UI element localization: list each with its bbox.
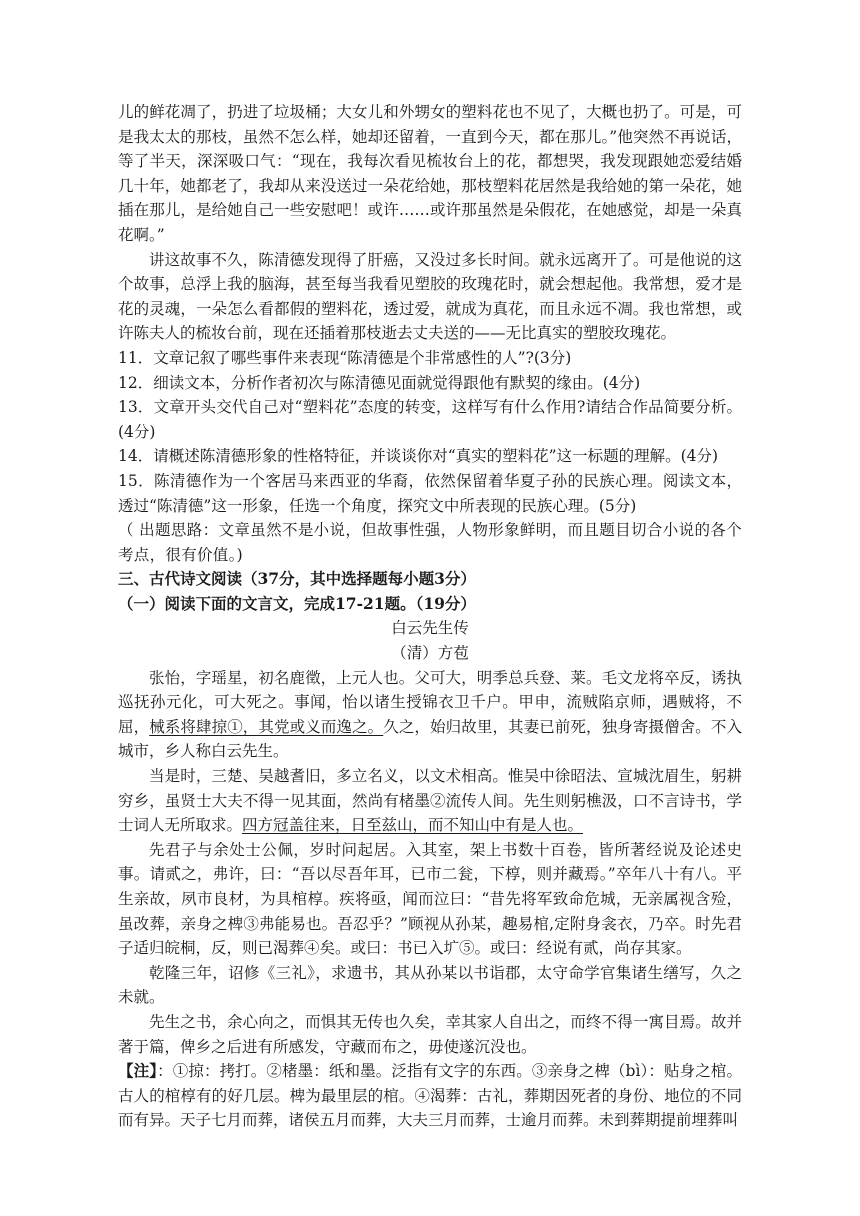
underlined-sentence-2: 四方冠盖往来，日至兹山，而不知山中有是人也。 bbox=[242, 816, 584, 835]
underlined-sentence-1: 械系将肆掠①，其党或义而逸之。 bbox=[149, 717, 384, 736]
question-11: 11．文章记叙了哪些事件来表现“陈清德是个非常感性的人”?(3分) bbox=[118, 348, 572, 367]
classical-text-title: 白云先生传 bbox=[391, 619, 469, 638]
passage-paragraph-1: 儿的鲜花凋了，扔进了垃圾桶；大女儿和外甥女的塑料花也不见了，大概也扔了。可是，可是我太太的那枝，虽然不怎么样，她却还留着，一直到今天，都在那儿。”他突然不再说话，等了半天，深深吸口气：“现在，我每次看见梳妆台上的花，都想哭，我发现跟她恋爱结婚几十年，她都老了，我却从来没送过一朵花给她，那枝塑料花居然是我给她的第一朵花，她插在那儿，是给她自己一些安慰吧！或许……或许那虽然是朵假花，在她感觉，却是一朵真花啊。” bbox=[118, 103, 742, 244]
classical-paragraph-5: 先生之书，余心向之，而惧其无传也久矣，幸其家人自出之，而终不得一寓目焉。故并著于篇，俾乡之后进有所感发，守藏而布之，毋使遂沉没也。 bbox=[118, 1012, 742, 1056]
paragraph-1-text-a: 张怡，字瑶星，初名鹿徵，上元人也。父可大，明季总兵登、莱。毛文龙将卒反，诱执巡抚孙元化，可大死之。事闻，怡以诸生授锦衣卫千户。甲申，流贼陷京师，遇贼将，不屈， bbox=[118, 668, 742, 736]
classical-text-author: （清）方苞 bbox=[391, 644, 469, 663]
question-14: 14．请概述陈清德形象的性格特征，并谈谈你对“真实的塑料花”这一标题的理解。(4分) bbox=[118, 447, 719, 466]
paragraph-1-text-b: 久之，始归故里，其妻已前死，独身寄摄僧舍。不入城市，乡人称白云先生。 bbox=[118, 717, 742, 761]
annotation-text: ：①掠：拷打。②楮墨：纸和墨。泛指有文字的东西。③亲身之椑（bì）：贴身之棺。古人的棺椁有的好几层。椑为最里层的棺。④渴葬：古礼，葬期因死者的身份、地位的不同而有异。天子七月而葬，诸侯五月而葬，大夫三月而葬，士逾月而葬。未到葬期提前埋葬叫 bbox=[118, 1062, 742, 1130]
paragraph-2-text-a: 当是时，三楚、吴越耆旧，多立名义，以文术相高。惟吴中徐昭法、宣城沈眉生，躬耕穷乡，虽贤士大夫不得一见其面，然尚有楮墨②流传人间。先生则躬樵汲，口不言诗书，学士词人无所取求。 bbox=[118, 767, 742, 835]
classical-paragraph-2 bbox=[118, 764, 742, 838]
question-15: 15．陈清德作为一个客居马来西亚的华裔，依然保留着华夏子孙的民族心理。阅读文本，透过“陈清德”这一形象，任选一个角度，探究文中所表现的民族心理。(5分) bbox=[118, 471, 742, 515]
classical-paragraph-4: 乾隆三年，诏修《三礼》，求遗书，其从孙某以书诣郡，太守命学官集诸生缮写，久之未就。 bbox=[118, 963, 742, 1007]
annotation-label: 【注】 bbox=[118, 1061, 158, 1081]
passage-paragraph-2: 讲这故事不久，陈清德发现得了肝癌，又没过多长时间。就永远离开了。可是他说的这个故事，总浮上我的脑海，甚至每当我看见塑胶的玫瑰花时，就会想起他。我常想，爱才是花的灵魂，一朵怎么看都假的塑料花，透过爱，就成为真花，而且永远不凋。我也常想，或许陈夫人的梳妆台前，现在还插着那枝逝去丈夫送的——无比真实的塑胶玫瑰花。 bbox=[118, 250, 742, 343]
question-13: 13．文章开头交代自己对“塑料花”态度的转变，这样写有什么作用?请结合作品简要分析。(4分) bbox=[118, 398, 742, 441]
classical-paragraph-3: 先君子与余处士公佩，岁时问起居。入其室，架上书数十百卷，皆所著经说及论述史事。请贰之，弗许，曰：“吾以尽吾年耳，已市二瓮，下椁，则并藏焉。”卒年八十有八。平生亲故，夙市良材，为具棺椁。疾将亟，闻而泣曰：“昔先将军致命危城，无亲属视含殓，虽改葬，亲身之椑③弗能易也。吾忍乎？”顾视从孙某，趣易棺,定附身衾衣，乃卒。时先君子适归皖桐，反，则已渴葬④矣。或曰：书已入圹⑤。或曰：经说有贰，尚存其家。 bbox=[118, 840, 742, 958]
design-note: （ 出题思路：文章虽然不是小说，但故事性强，人物形象鲜明，而且题目切合小说的各个考点，很有价值。) bbox=[118, 521, 742, 564]
question-12: 12．细读文本，分析作者初次与陈清德见面就觉得跟他有默契的缘由。(4分) bbox=[118, 373, 641, 392]
section-heading: 三、古代诗文阅读（37分，其中选择题每小题3分） bbox=[118, 569, 476, 589]
document-page bbox=[118, 100, 742, 1133]
sub-section-heading: （一）阅读下面的文言文，完成17-21题。（19分） bbox=[118, 593, 476, 613]
annotation-paragraph bbox=[118, 1059, 742, 1133]
classical-paragraph-1 bbox=[118, 666, 742, 764]
